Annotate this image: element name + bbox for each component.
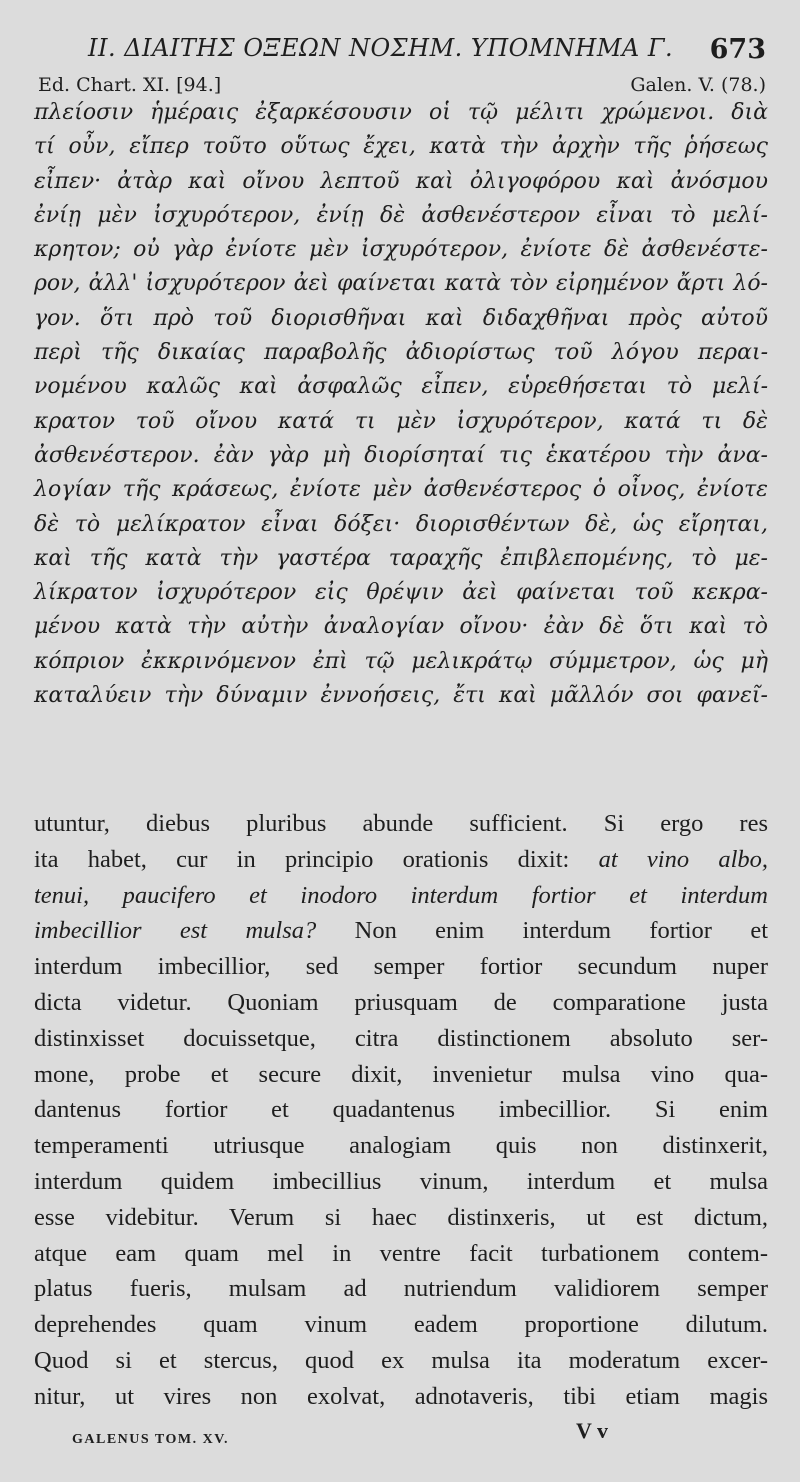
volume-footer: GALENUS TOM. XV. [72,1432,230,1447]
greek-line: λίκρατον ἰσχυρότερον εἰς θρέψιν ἀεὶ φαίνεται τοῦ κεκρα- [34,580,768,606]
latin-line: Quod si et stercus, quod ex mulsa ita moderatum excer- [34,1346,768,1374]
signature-mark: V v [576,1418,608,1443]
greek-line: λογίαν τῆς κράσεως, ἐνίοτε μὲν ἀσθενέστερος ὁ οἶνος, ἐνίοτε [34,477,768,503]
greek-text-block [34,96,768,713]
greek-line: γον. ὅτι πρὸ τοῦ διορισθῆναι καὶ διδαχθῆναι πρὸς αὐτοῦ [34,305,768,331]
greek-line: εἶπεν· ἀτὰρ καὶ οἴνου λεπτοῦ καὶ ὀλιγοφόρου καὶ ἀνόσμου [34,168,768,194]
greek-line: πλείοσιν ἡμέραις ἐξαρκέσουσιν οἱ τῷ μέλιτι χρώμενοι. διὰ [34,100,768,125]
latin-line: dicta videtur. Quoniam priusquam de comparatione justa [34,988,768,1016]
latin-text-block [34,806,768,1415]
latin-line: distinxisset docuissetque, citra distinctionem absoluto ser- [34,1024,768,1052]
latin-quotation: imbecillior est mulsa? [34,917,317,945]
latin-line: interdum quidem imbecillius vinum, interdum et mulsa [34,1167,768,1195]
latin-line: nitur, ut vires non exolvat, adnotaveris, tibi etiam magis [34,1382,768,1410]
greek-line: κόπριον ἐκκρινόμενον ἐπὶ τῷ μελικράτῳ σύμμετρον, ὡς μὴ [34,648,768,674]
latin-line [34,842,768,878]
latin-line: utuntur, diebus pluribus abunde sufficient. Si ergo res [34,810,768,837]
latin-line: mone, probe et secure dixit, invenietur mulsa vino qua- [34,1060,768,1088]
greek-line: ρον, ἀλλ' ἰσχυρότερον ἀεὶ φαίνεται κατὰ τὸν εἰρημένον ἄρτι λό- [34,271,768,297]
greek-line: καὶ τῆς κατὰ τὴν γαστέρα ταραχῆς ἐπιβλεπομένης, τὸ με- [34,545,768,571]
latin-line: temperamenti utriusque analogiam quis non distinxerit, [34,1132,768,1160]
latin-line: esse videbitur. Verum si haec distinxeris, ut est dictum, [34,1203,768,1231]
latin-line [34,913,768,949]
greek-line: νομένου καλῶς καὶ ἀσφαλῶς εἶπεν, εὑρεθήσεται τὸ μελί- [34,374,768,400]
latin-line: atque eam quam mel in ventre facit turbationem contem- [34,1239,768,1267]
greek-line: μένου κατὰ τὴν αὐτὴν ἀναλογίαν οἴνου· ἐὰν δὲ ὅτι καὶ τὸ [34,614,768,640]
latin-line: deprehendes quam vinum eadem proportione dilutum. [34,1311,768,1339]
greek-line: καταλύειν τὴν δύναμιν ἐννοήσεις, ἔτι καὶ μᾶλλόν σοι φανεῖ- [34,683,768,709]
greek-line: ἐνίῃ μὲν ἰσχυρότερον, ἐνίῃ δὲ ἀσθενέστερον εἶναι τὸ μελί- [34,202,768,228]
latin-quotation: at vino albo, [598,845,769,873]
greek-line: κρητον; οὐ γὰρ ἐνίοτε μὲν ἰσχυρότερον, ἐνίοτε δὲ ἀσθενέστε- [34,237,768,263]
latin-line-part: Non enim interdum fortior et [354,917,769,945]
greek-line: ἀσθενέστερον. ἐὰν γὰρ μὴ διορίσηταί τις ἑκατέρου τὴν ἀνα- [34,442,768,468]
running-head: II. ΔΙΑΙΤΗΣ ΟΞΕΩΝ ΝΟΣΗΜ. ΥΠΟΜΝΗΜΑ Γ. [88,34,674,62]
greek-line: κρατον τοῦ οἴνου κατά τι μὲν ἰσχυρότερον, κατά τι δὲ [34,408,768,434]
latin-line: interdum imbecillior, sed semper fortior secundum nuper [34,953,768,981]
greek-line: περὶ τῆς δικαίας παραβολῆς ἀδιορίστως τοῦ λόγου περαι- [34,340,768,366]
page-number: 673 [709,34,766,65]
greek-line: δὲ τὸ μελίκρατον εἶναι δόξει· διορισθέντων δὲ, ὡς εἴρηται, [34,511,768,537]
latin-line: platus fueris, mulsam ad nutriendum validiorem semper [34,1275,768,1303]
edition-reference-chartier: Ed. Chart. XI. [94.] [38,74,222,96]
latin-quotation-line: tenui, paucifero et inodoro interdum fortior et interdum [34,881,768,909]
greek-line: τί οὖν, εἴπερ τοῦτο οὕτως ἔχει, κατὰ τὴν ἀρχὴν τῆς ῥήσεως [34,134,768,160]
latin-line-part: ita habet, cur in principio orationis dixit: [34,845,570,873]
edition-reference-galen: Galen. V. (78.) [630,74,766,96]
latin-line: dantenus fortior et quadantenus imbecillior. Si enim [34,1096,768,1124]
